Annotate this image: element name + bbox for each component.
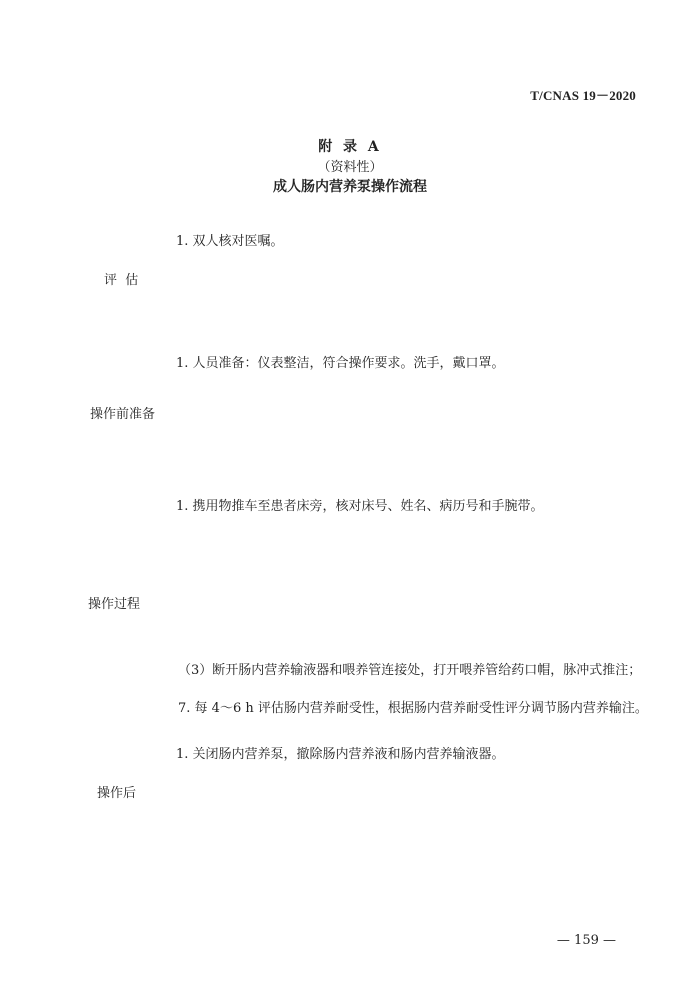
section-label-preparation: 操作前准备 xyxy=(90,407,156,422)
procedure-step-7: 7. 每 4～6 h 评估肠内营养耐受性，根据肠内营养耐受性评分调节肠内营养输注。 xyxy=(178,701,648,716)
appendix-note: （资料性） xyxy=(317,160,383,175)
section-label-post-operation: 操作后 xyxy=(97,786,137,801)
post-operation-step-1: 1. 关闭肠内营养泵，撤除肠内营养液和肠内营养输液器。 xyxy=(176,747,505,762)
procedure-step-1: 1. 携用物推车至患者床旁，核对床号、姓名、病历号和手腕带。 xyxy=(176,499,544,514)
section-label-assessment: 评 估 xyxy=(104,273,139,288)
assessment-step-1: 1. 双人核对医嘱。 xyxy=(176,234,284,249)
procedure-substep-3: （3）断开肠内营养输液器和喂养管连接处，打开喂养管给药口帽，脉冲式推注； xyxy=(178,663,642,678)
standard-number: T/CNAS 19－2020 xyxy=(530,88,636,103)
preparation-step-1: 1. 人员准备：仪表整洁，符合操作要求。洗手，戴口罩。 xyxy=(176,356,505,371)
appendix-title: 附 录 A xyxy=(318,139,382,155)
page-number: — 159 — xyxy=(556,933,616,948)
appendix-heading: 成人肠内营养泵操作流程 xyxy=(273,179,427,195)
section-label-procedure: 操作过程 xyxy=(88,597,141,612)
